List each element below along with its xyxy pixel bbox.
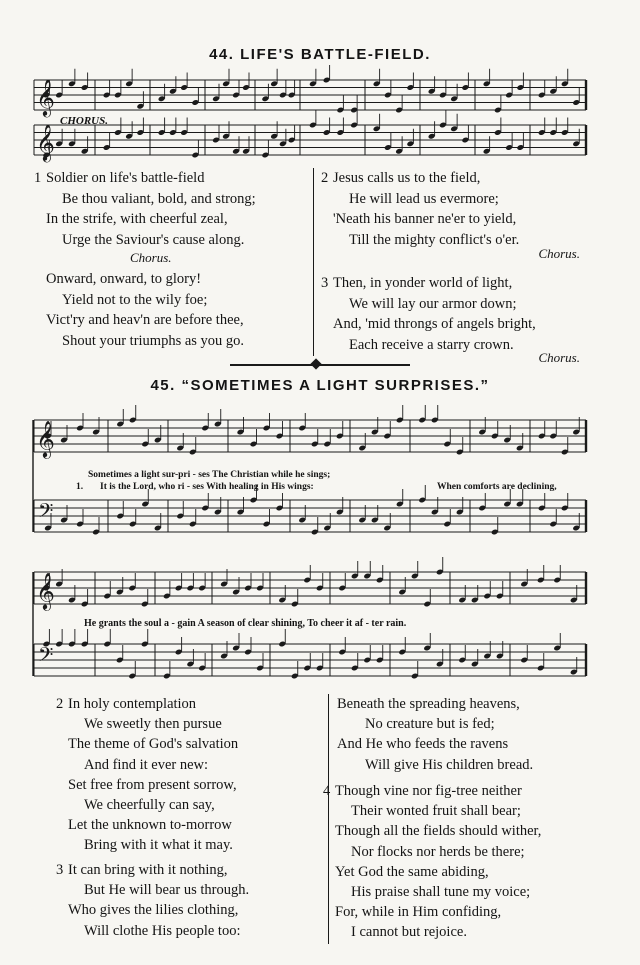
bass-clef: 𝄢 xyxy=(38,498,54,527)
verse-number: 2 xyxy=(56,696,64,712)
verse-line: Each receive a starry crown. xyxy=(349,336,514,353)
verse-text: Soldier on life's battle-field xyxy=(46,170,205,186)
chorus-line: Shout your triumphs as you go. xyxy=(62,332,245,349)
verse-line: Till the mighty conflict's o'er. xyxy=(349,231,520,248)
hymn-44-verse-3 xyxy=(321,273,536,355)
chorus-line: Yield not to the wily foe; xyxy=(62,291,208,308)
treble-clef: 𝄞 xyxy=(36,571,55,610)
chorus-ref: Chorus. xyxy=(538,246,580,261)
verse-line: And find it ever new: xyxy=(84,756,209,773)
verse-text: Though vine nor fig-tree neither xyxy=(335,783,522,799)
chorus-line: Vict'ry and heav'n are before thee, xyxy=(46,312,244,328)
lyrics-row-1-a: Sometimes a light sur-pri - ses The Christian while he sings; xyxy=(88,470,331,480)
verse-text: Then, in yonder world of light, xyxy=(333,275,513,291)
verse-number: 3 xyxy=(56,862,64,878)
verse-number: 2 xyxy=(321,170,329,186)
verse-line: We cheerfully can say, xyxy=(84,797,215,814)
hymn-45-verse-3 xyxy=(56,860,249,941)
chorus-marker: CHORUS. xyxy=(60,115,108,127)
verse-line: I cannot but rejoice. xyxy=(351,924,467,941)
verse-line: Bring with it what it may. xyxy=(84,837,233,854)
verse-line: Will give His children bread. xyxy=(365,756,534,773)
verse-line: We sweetly then pursue xyxy=(84,716,222,733)
lyrics-verse-number: 1. xyxy=(76,482,84,492)
hymn-45-verse-2 xyxy=(56,694,238,856)
verse-line: Let the unknown to-morrow xyxy=(68,817,232,834)
verse-line: We will lay our armor down; xyxy=(349,295,517,312)
verse-line xyxy=(34,168,256,189)
verse-line: Their wonted fruit shall bear; xyxy=(351,803,521,820)
verse-line: The theme of God's salvation xyxy=(68,736,239,753)
verse-line xyxy=(321,273,536,294)
bass-clef: 𝄢 xyxy=(38,642,54,671)
verse-line: Be thou valiant, bold, and strong; xyxy=(62,190,256,207)
verse-line: Urge the Saviour's cause along. xyxy=(62,231,245,248)
treble-clef: 𝄞 xyxy=(36,419,55,458)
verse-line: No creature but is fed; xyxy=(365,716,495,733)
hymn-44-verse-2 xyxy=(321,168,519,250)
verse-line: Yet God the same abiding, xyxy=(335,863,489,880)
verse-line: Who gives the lilies clothing, xyxy=(68,902,239,919)
verse-line: He will lead us evermore; xyxy=(349,190,499,207)
chorus-heading: Chorus. xyxy=(130,250,172,265)
verse-line: But He will bear us through. xyxy=(84,882,250,899)
lyrics-row-2: He grants the soul a - gain A season of clear shining, To cheer it af - ter rain. xyxy=(84,618,407,629)
lyrics-row-1-c: When comforts are declining, xyxy=(437,482,557,492)
verse-line: 'Neath his banner ne'er to yield, xyxy=(333,211,517,227)
verse-line: Beneath the spreading heavens, xyxy=(337,696,520,712)
verse-number: 1 xyxy=(34,170,42,186)
hymn-45-title: 45. “SOMETIMES A LIGHT SURPRISES.” xyxy=(150,377,490,394)
verse-line: And He who feeds the ravens xyxy=(337,736,509,753)
treble-clef: 𝄞 xyxy=(36,122,55,161)
hymn-44-verse-1 xyxy=(34,168,256,250)
verse-number: 4 xyxy=(323,783,331,799)
verse-line xyxy=(56,860,249,880)
verse-line: Though all the fields should wither, xyxy=(335,823,542,840)
hymn-44-title: 44. LIFE'S BATTLE-FIELD. xyxy=(209,46,431,63)
hymn-45-verse-4 xyxy=(323,781,541,943)
verse-line xyxy=(321,168,519,189)
verse-line: In the strife, with cheerful zeal, xyxy=(46,211,228,227)
chorus-ref: Chorus. xyxy=(538,350,580,365)
verse-line: And, 'mid throngs of angels bright, xyxy=(333,316,536,332)
verse-line xyxy=(56,694,238,714)
hymn-45-verse-2-continued xyxy=(337,694,533,775)
verse-line: Will clothe His people too: xyxy=(84,922,241,939)
verse-line: Nor flocks nor herds be there; xyxy=(351,843,525,860)
verse-text: In holy contemplation xyxy=(68,696,197,712)
hymn-44-chorus xyxy=(34,269,244,351)
verse-number: 3 xyxy=(321,275,329,291)
verse-line xyxy=(323,781,541,801)
verse-text: Jesus calls us to the field, xyxy=(333,170,481,186)
verse-line: His praise shall tune my voice; xyxy=(351,884,531,901)
treble-clef: 𝄞 xyxy=(36,77,55,116)
chorus-line: Onward, onward, to glory! xyxy=(46,271,202,287)
lyrics-row-1-b: It is the Lord, who ri - ses With healing in His wings: xyxy=(100,482,314,492)
column-divider xyxy=(313,168,314,356)
verse-text: It can bring with it nothing, xyxy=(68,862,228,878)
verse-line: For, while in Him confiding, xyxy=(335,904,502,921)
verse-line: Set free from present sorrow, xyxy=(68,776,237,793)
